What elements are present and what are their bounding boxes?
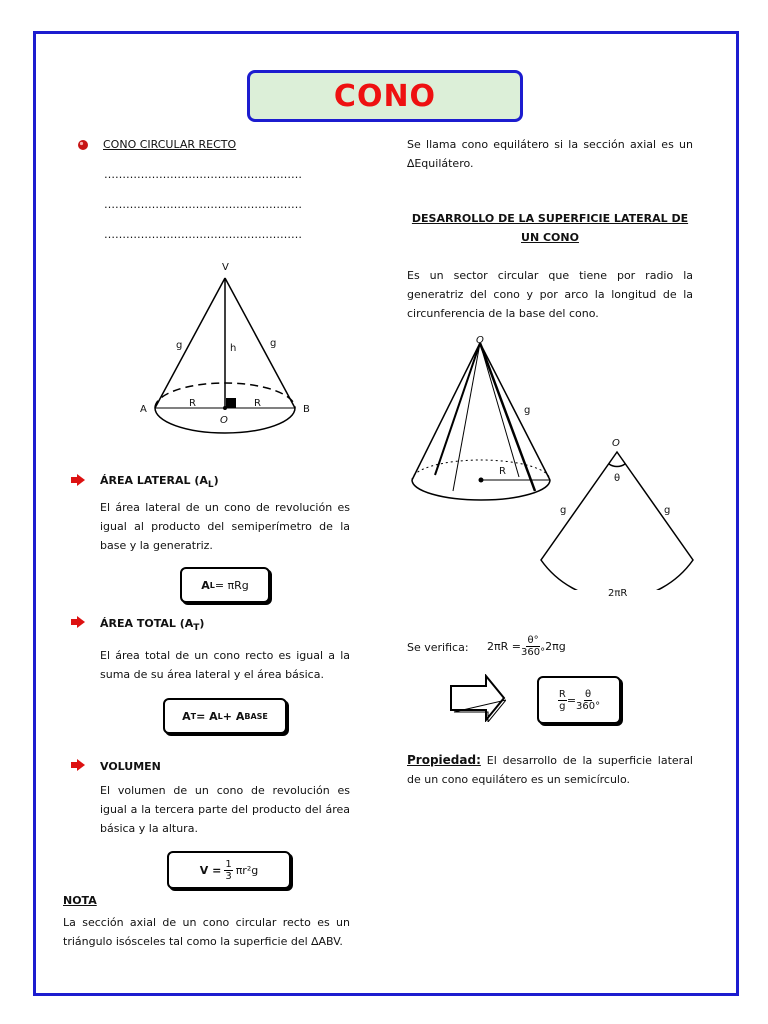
page-title: CONO [333,78,437,114]
verifica-label: Se verifica: [407,641,469,654]
label-g-cone: g [524,405,531,416]
volumen-text: El volumen de un cono de revolución es igual a la tercera parte del producto del área básica y la altura. [100,784,350,835]
area-total-heading: ÁREA TOTAL $(A_T)$ [100,617,205,634]
label-o-sector: O [612,438,620,449]
arrow-bullet-icon [71,616,85,628]
arrow-bullet-icon [71,759,85,771]
dotted-line-2: ……………………………………………… [104,198,302,211]
label-o-cone: O [476,335,484,346]
dotted-line-3: ……………………………………………… [104,228,302,241]
label-r-cone: R [499,466,506,477]
label-theta: θ [614,473,621,484]
desarrollo-text: Es un sector circular que tiene por radio la generatriz del cono y por arco la longitud de la circunferencia de la base del cono. [407,269,693,320]
area-total-text: El área total de un cono recto es igual a la suma de su área lateral y el área básica. [100,649,350,681]
label-v: V [222,262,229,273]
label-r-right: R [254,398,261,409]
arrow-bullet-icon [71,474,85,486]
area-lateral-heading: ÁREA LATERAL $(A_L)$ [100,474,219,491]
equilateral-intro: Se llama cono equilátero si la sección axial es un ∆Equilátero. [407,138,693,170]
area-lateral-text: El área lateral de un cono de revolución es igual al producto del semiperímetro de la base y la generatriz. [100,501,350,552]
result-formula: $\frac{R}{g}$ = $\frac{\theta}{360^\circ}$ [537,676,621,724]
desarrollo-heading: DESARROLLO DE LA SUPERFICIE LATERAL DE UN CONO [411,212,689,244]
bullet-icon [77,139,89,151]
nota-text: La sección axial de un cono circular recto es un triángulo isósceles tal como la superficie del ∆ABV. [63,916,350,948]
label-g-sector-right: g [664,505,671,516]
label-arc: 2πR [608,588,628,599]
label-g-left: g [176,340,183,351]
area-lateral-formula: A L = πRg [180,567,270,603]
label-o: O [220,415,228,426]
propiedad: Propiedad: El desarrollo de la superficie lateral de un cono equilátero es un semicírculo. [407,753,693,786]
volumen-heading: VOLUMEN [100,760,161,773]
label-a: A [140,404,147,415]
volumen-formula: V = $\frac{1}{3}$ πr²g [167,851,291,889]
verifica-formula: 2πR = $\frac{\theta^\circ}{360^\circ}$ 2πg [487,635,566,658]
label-g-sector-left: g [560,505,567,516]
title-box [247,70,523,122]
label-h: h [230,343,237,354]
dotted-line-1: ……………………………………………… [104,168,302,181]
label-r-left: R [189,398,196,409]
label-b: B [303,404,310,415]
section1-heading: CONO CIRCULAR RECTO [103,138,237,151]
big-arrow-icon [450,674,506,722]
label-g-right: g [270,338,277,349]
area-total-formula: A T = A L + A BASE [163,698,287,734]
nota-heading: NOTA [63,894,97,907]
